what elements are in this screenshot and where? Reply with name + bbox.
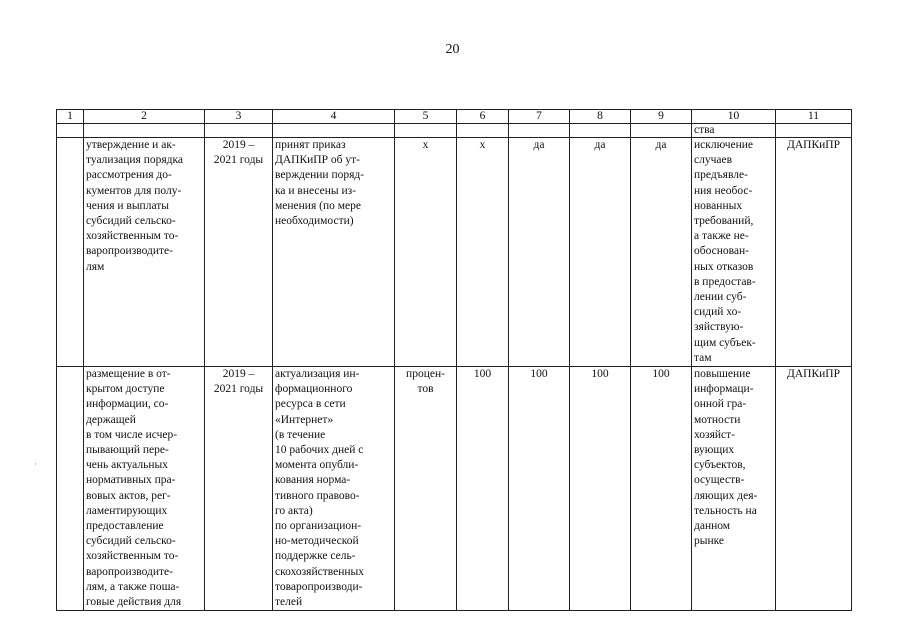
cell-line: ния необос- (694, 184, 753, 197)
cell-line: вовых актов, рег- (86, 489, 171, 502)
cell-line: поддержке сель- (275, 550, 356, 563)
header-cell: 5 (395, 110, 457, 124)
table-cell (509, 124, 570, 138)
value-cell: х (457, 138, 509, 367)
value-cell: да (570, 138, 631, 367)
table-row (57, 138, 852, 367)
cell-line: крытом доступе (86, 383, 165, 396)
cell-line: но-методической (275, 535, 359, 548)
cell-line: предоставление (86, 520, 164, 533)
cell-line: держащей (86, 413, 136, 426)
cell-line: нормативных пра- (86, 474, 176, 487)
cell-line: данном (694, 520, 731, 533)
cell-line: хозяйственным то- (86, 230, 179, 243)
cell-line: «Интернет» (275, 413, 334, 426)
cell-line: утверждение и ак- (86, 139, 176, 151)
cell-line: момента опубли- (275, 459, 359, 472)
cell-line: нованных (694, 199, 743, 212)
header-cell: 1 (57, 110, 84, 124)
header-cell: 8 (570, 110, 631, 124)
cell-line: чения и выплаты (86, 199, 169, 212)
period-cell (205, 367, 273, 611)
cell-line: рассмотрения до- (86, 169, 172, 182)
cell-line: принят приказ (275, 139, 346, 151)
cell-line: верждении поряд- (275, 169, 365, 182)
cell-line: рынке (694, 535, 725, 548)
responsible-cell: ДАПКиПР (776, 138, 852, 367)
value-cell: да (509, 138, 570, 367)
result-cell (273, 367, 395, 611)
table-cell: ства (692, 124, 776, 138)
cell-line: размещение в от- (86, 368, 171, 381)
header-cell: 11 (776, 110, 852, 124)
cell-line: говые действия для (86, 596, 182, 609)
cell-line: туализация порядка (86, 154, 184, 167)
cell-line: сидий хо- (694, 306, 742, 319)
cell-line: 2019 – (222, 368, 255, 381)
cell-line: 2021 годы (213, 383, 264, 396)
table-row (57, 367, 852, 611)
table-cell (570, 124, 631, 138)
cell-line: мотности (694, 413, 741, 426)
cell-line: товаропроизводи- (275, 580, 363, 593)
cell-line: предъявле- (694, 169, 748, 182)
cell-line: 2021 годы (213, 154, 264, 167)
value-cell: 100 (631, 367, 692, 611)
cell-line: ных отказов (694, 260, 754, 273)
table-cell (57, 138, 84, 367)
cell-line: субсидий сельско- (86, 535, 176, 548)
cell-line: тельность на (694, 504, 757, 517)
cell-line: онной гра- (694, 398, 747, 411)
value-cell: да (631, 138, 692, 367)
cell-line: чень актуальных (86, 459, 168, 472)
cell-line: кументов для полу- (86, 184, 182, 197)
value-cell: 100 (457, 367, 509, 611)
cell-line: в предостав- (694, 275, 756, 288)
cell-line: ламентирующих (86, 504, 168, 517)
data-table (56, 109, 852, 611)
responsible-cell: ДАПКиПР (776, 367, 852, 611)
result-cell (273, 138, 395, 367)
measure-cell (84, 367, 205, 611)
page-number: 20 (445, 42, 460, 57)
cell-line: тов (417, 383, 434, 396)
table-cell (395, 124, 457, 138)
cell-line: субсидий сельско- (86, 215, 176, 228)
cell-line: там (694, 351, 712, 364)
cell-line: лям (86, 260, 105, 273)
header-cell: 10 (692, 110, 776, 124)
cell-line: (в течение (275, 428, 326, 441)
table-cell (776, 124, 852, 138)
cell-line: ДАПКиПР об ут- (275, 154, 360, 167)
unit-cell (395, 367, 457, 611)
header-cell: 4 (273, 110, 395, 124)
cell-line: зяйствую- (694, 321, 744, 334)
header-cell: 6 (457, 110, 509, 124)
cell-line: варопроизводите- (86, 245, 173, 258)
cell-line: телей (275, 596, 303, 609)
header-cell: 2 (84, 110, 205, 124)
cell-line: тивного правово- (275, 489, 360, 502)
cell-line: менения (по мере (275, 199, 361, 212)
continuation-row (57, 124, 852, 138)
cell-line: ляющих дея- (694, 489, 758, 502)
cell-line: лям, а также поша- (86, 580, 180, 593)
cell-line: го акта) (275, 504, 313, 517)
table-cell (205, 124, 273, 138)
stray-mark: · (34, 459, 37, 469)
cell-line: актуализация ин- (275, 368, 360, 381)
cell-line: информации, со- (86, 398, 169, 411)
cell-line: 10 рабочих дней с (275, 444, 364, 457)
cell-line: а также не- (694, 230, 749, 243)
cell-line: случаев (694, 154, 733, 167)
cell-line: пывающий пере- (86, 444, 169, 457)
header-row (57, 110, 852, 124)
cell-line: варопроизводите- (86, 565, 173, 578)
cell-line: щим субъек- (694, 336, 756, 349)
cell-line: информаци- (694, 383, 754, 396)
cell-line: лении суб- (694, 291, 747, 304)
cell-line: х (422, 139, 429, 151)
cell-line: субъектов, (694, 459, 746, 472)
effect-cell (692, 138, 776, 367)
measure-cell (84, 138, 205, 367)
table-cell (57, 367, 84, 611)
unit-cell (395, 138, 457, 367)
table-cell (457, 124, 509, 138)
cell-line: хозяйственным то- (86, 550, 179, 563)
table-cell (631, 124, 692, 138)
header-cell: 7 (509, 110, 570, 124)
cell-line: формационного (275, 383, 353, 396)
period-cell (205, 138, 273, 367)
cell-line: вующих (694, 444, 735, 457)
cell-line: процен- (406, 368, 445, 381)
cell-line: в том числе исчер- (86, 428, 178, 441)
cell-line: осуществ- (694, 474, 745, 487)
cell-line: обоснован- (694, 245, 750, 258)
effect-cell (692, 367, 776, 611)
cell-line: ресурса в сети (275, 398, 346, 411)
cell-line: скохозяйственных (275, 565, 365, 578)
cell-line: хозяйст- (694, 428, 736, 441)
cell-line: 2019 – (222, 139, 255, 151)
cell-line: ка и внесены из- (275, 184, 357, 197)
cell-line: исключение (694, 139, 754, 151)
value-cell: 100 (570, 367, 631, 611)
cell-line: требований, (694, 215, 754, 228)
table-cell (57, 124, 84, 138)
header-cell: 9 (631, 110, 692, 124)
table-cell (273, 124, 395, 138)
header-cell: 3 (205, 110, 273, 124)
cell-line: кования норма- (275, 474, 351, 487)
value-cell: 100 (509, 367, 570, 611)
cell-line: повышение (694, 368, 751, 381)
cell-line: необходимости) (275, 215, 354, 228)
cell-line: по организацион- (275, 520, 362, 533)
table-cell (84, 124, 205, 138)
